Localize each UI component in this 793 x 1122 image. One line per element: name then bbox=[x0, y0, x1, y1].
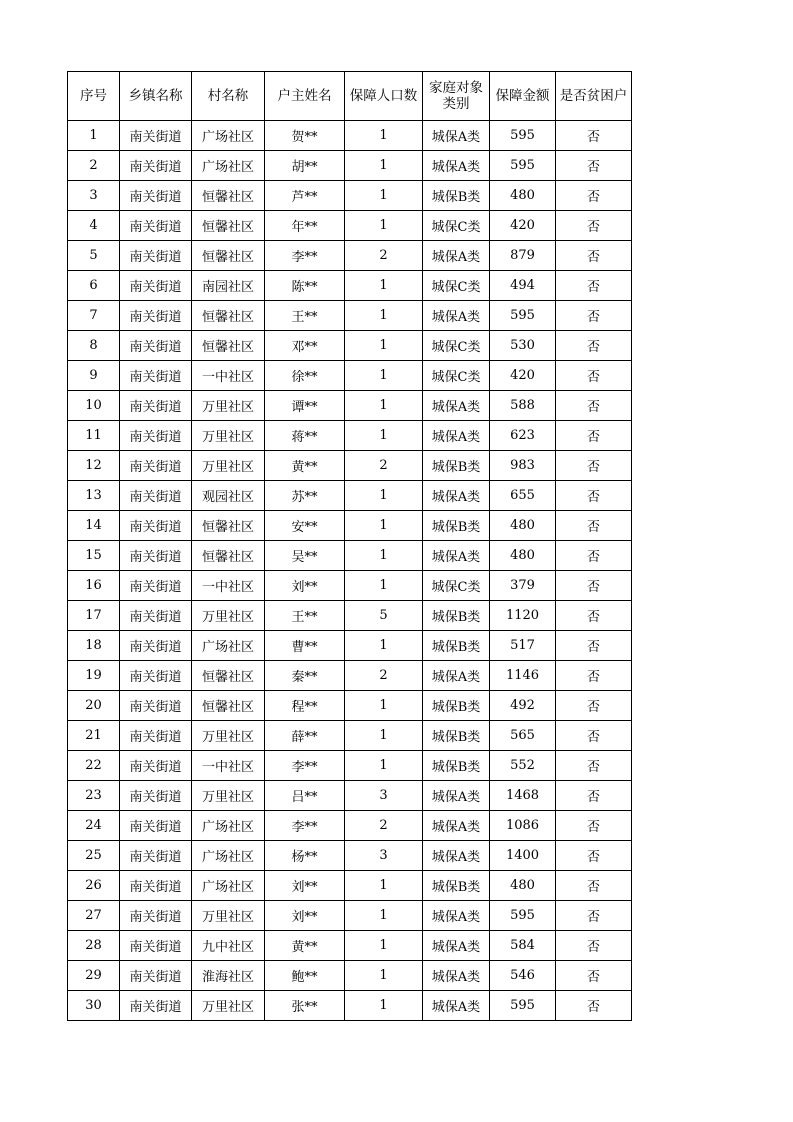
table-row bbox=[68, 691, 632, 721]
cell-town: 南关街道 bbox=[120, 361, 192, 391]
cell-village: 万里社区 bbox=[192, 451, 265, 481]
cell-population: 1 bbox=[345, 961, 423, 991]
cell-village: 广场社区 bbox=[192, 151, 265, 181]
cell-population: 1 bbox=[345, 301, 423, 331]
cell-population: 1 bbox=[345, 391, 423, 421]
cell-town: 南关街道 bbox=[120, 421, 192, 451]
table-row bbox=[68, 931, 632, 961]
cell-town: 南关街道 bbox=[120, 751, 192, 781]
cell-village: 广场社区 bbox=[192, 811, 265, 841]
cell-category: 城保A类 bbox=[423, 781, 490, 811]
cell-category: 城保A类 bbox=[423, 991, 490, 1021]
cell-index: 4 bbox=[68, 211, 120, 241]
cell-poor: 否 bbox=[556, 931, 632, 961]
cell-index: 2 bbox=[68, 151, 120, 181]
cell-population: 1 bbox=[345, 121, 423, 151]
cell-category: 城保B类 bbox=[423, 181, 490, 211]
cell-category: 城保C类 bbox=[423, 211, 490, 241]
cell-owner: 谭** bbox=[265, 391, 345, 421]
cell-index: 17 bbox=[68, 601, 120, 631]
cell-amount: 879 bbox=[490, 241, 556, 271]
cell-village: 恒馨社区 bbox=[192, 511, 265, 541]
cell-poor: 否 bbox=[556, 961, 632, 991]
cell-category: 城保C类 bbox=[423, 331, 490, 361]
cell-index: 6 bbox=[68, 271, 120, 301]
cell-population: 1 bbox=[345, 331, 423, 361]
cell-owner: 蒋** bbox=[265, 421, 345, 451]
cell-poor: 否 bbox=[556, 901, 632, 931]
cell-owner: 薛** bbox=[265, 721, 345, 751]
cell-category: 城保A类 bbox=[423, 151, 490, 181]
cell-population: 1 bbox=[345, 901, 423, 931]
header-population: 保障人口数 bbox=[345, 72, 423, 121]
cell-village: 恒馨社区 bbox=[192, 241, 265, 271]
cell-index: 15 bbox=[68, 541, 120, 571]
cell-town: 南关街道 bbox=[120, 391, 192, 421]
cell-index: 28 bbox=[68, 931, 120, 961]
cell-poor: 否 bbox=[556, 871, 632, 901]
cell-village: 万里社区 bbox=[192, 991, 265, 1021]
cell-poor: 否 bbox=[556, 511, 632, 541]
cell-owner: 徐** bbox=[265, 361, 345, 391]
cell-owner: 杨** bbox=[265, 841, 345, 871]
cell-population: 1 bbox=[345, 721, 423, 751]
cell-poor: 否 bbox=[556, 751, 632, 781]
cell-owner: 年** bbox=[265, 211, 345, 241]
cell-amount: 584 bbox=[490, 931, 556, 961]
cell-population: 1 bbox=[345, 511, 423, 541]
cell-index: 26 bbox=[68, 871, 120, 901]
cell-index: 20 bbox=[68, 691, 120, 721]
cell-owner: 芦** bbox=[265, 181, 345, 211]
cell-category: 城保B类 bbox=[423, 721, 490, 751]
cell-category: 城保B类 bbox=[423, 691, 490, 721]
cell-index: 13 bbox=[68, 481, 120, 511]
cell-population: 3 bbox=[345, 781, 423, 811]
cell-population: 1 bbox=[345, 181, 423, 211]
cell-poor: 否 bbox=[556, 571, 632, 601]
cell-amount: 595 bbox=[490, 301, 556, 331]
cell-town: 南关街道 bbox=[120, 691, 192, 721]
cell-category: 城保C类 bbox=[423, 571, 490, 601]
table-row bbox=[68, 541, 632, 571]
cell-amount: 480 bbox=[490, 541, 556, 571]
cell-category: 城保A类 bbox=[423, 121, 490, 151]
cell-village: 一中社区 bbox=[192, 571, 265, 601]
cell-town: 南关街道 bbox=[120, 871, 192, 901]
cell-category: 城保A类 bbox=[423, 301, 490, 331]
table-row bbox=[68, 841, 632, 871]
cell-category: 城保A类 bbox=[423, 841, 490, 871]
cell-index: 18 bbox=[68, 631, 120, 661]
cell-owner: 贺** bbox=[265, 121, 345, 151]
cell-amount: 1468 bbox=[490, 781, 556, 811]
cell-village: 一中社区 bbox=[192, 361, 265, 391]
cell-poor: 否 bbox=[556, 661, 632, 691]
cell-town: 南关街道 bbox=[120, 271, 192, 301]
cell-town: 南关街道 bbox=[120, 511, 192, 541]
table-row bbox=[68, 391, 632, 421]
cell-town: 南关街道 bbox=[120, 841, 192, 871]
header-index: 序号 bbox=[68, 72, 120, 121]
cell-population: 1 bbox=[345, 631, 423, 661]
cell-index: 25 bbox=[68, 841, 120, 871]
cell-population: 2 bbox=[345, 451, 423, 481]
cell-amount: 595 bbox=[490, 121, 556, 151]
table-row bbox=[68, 991, 632, 1021]
cell-poor: 否 bbox=[556, 601, 632, 631]
cell-owner: 张** bbox=[265, 991, 345, 1021]
cell-category: 城保B类 bbox=[423, 751, 490, 781]
table-row bbox=[68, 631, 632, 661]
table-row bbox=[68, 181, 632, 211]
table-row bbox=[68, 781, 632, 811]
cell-population: 1 bbox=[345, 361, 423, 391]
cell-town: 南关街道 bbox=[120, 331, 192, 361]
cell-amount: 480 bbox=[490, 871, 556, 901]
header-row bbox=[68, 72, 632, 121]
cell-owner: 曹** bbox=[265, 631, 345, 661]
cell-category: 城保C类 bbox=[423, 361, 490, 391]
cell-poor: 否 bbox=[556, 451, 632, 481]
cell-village: 恒馨社区 bbox=[192, 691, 265, 721]
cell-index: 29 bbox=[68, 961, 120, 991]
cell-population: 1 bbox=[345, 541, 423, 571]
table-row bbox=[68, 271, 632, 301]
table-row bbox=[68, 661, 632, 691]
cell-poor: 否 bbox=[556, 811, 632, 841]
cell-category: 城保B类 bbox=[423, 601, 490, 631]
cell-village: 万里社区 bbox=[192, 601, 265, 631]
cell-category: 城保A类 bbox=[423, 901, 490, 931]
cell-poor: 否 bbox=[556, 721, 632, 751]
cell-index: 5 bbox=[68, 241, 120, 271]
table-row bbox=[68, 511, 632, 541]
cell-category: 城保B类 bbox=[423, 631, 490, 661]
header-owner: 户主姓名 bbox=[265, 72, 345, 121]
table-row bbox=[68, 901, 632, 931]
cell-owner: 李** bbox=[265, 241, 345, 271]
cell-owner: 黄** bbox=[265, 451, 345, 481]
cell-index: 9 bbox=[68, 361, 120, 391]
cell-town: 南关街道 bbox=[120, 811, 192, 841]
cell-category: 城保A类 bbox=[423, 241, 490, 271]
header-village: 村名称 bbox=[192, 72, 265, 121]
cell-population: 5 bbox=[345, 601, 423, 631]
cell-town: 南关街道 bbox=[120, 721, 192, 751]
table-row bbox=[68, 121, 632, 151]
cell-index: 1 bbox=[68, 121, 120, 151]
cell-owner: 鲍** bbox=[265, 961, 345, 991]
cell-village: 淮海社区 bbox=[192, 961, 265, 991]
cell-amount: 595 bbox=[490, 991, 556, 1021]
cell-index: 16 bbox=[68, 571, 120, 601]
table-row bbox=[68, 421, 632, 451]
header-amount: 保障金额 bbox=[490, 72, 556, 121]
cell-category: 城保A类 bbox=[423, 481, 490, 511]
cell-town: 南关街道 bbox=[120, 481, 192, 511]
cell-population: 1 bbox=[345, 991, 423, 1021]
table-row bbox=[68, 451, 632, 481]
cell-index: 8 bbox=[68, 331, 120, 361]
cell-town: 南关街道 bbox=[120, 181, 192, 211]
cell-village: 万里社区 bbox=[192, 421, 265, 451]
cell-index: 14 bbox=[68, 511, 120, 541]
cell-village: 恒馨社区 bbox=[192, 181, 265, 211]
cell-poor: 否 bbox=[556, 331, 632, 361]
cell-town: 南关街道 bbox=[120, 661, 192, 691]
subsidy-roster-table bbox=[67, 71, 632, 1021]
table-row bbox=[68, 241, 632, 271]
cell-population: 1 bbox=[345, 751, 423, 781]
cell-amount: 492 bbox=[490, 691, 556, 721]
cell-amount: 552 bbox=[490, 751, 556, 781]
table-row bbox=[68, 331, 632, 361]
table-row bbox=[68, 961, 632, 991]
cell-owner: 刘** bbox=[265, 901, 345, 931]
cell-amount: 420 bbox=[490, 361, 556, 391]
cell-town: 南关街道 bbox=[120, 571, 192, 601]
cell-town: 南关街道 bbox=[120, 631, 192, 661]
table-row bbox=[68, 811, 632, 841]
cell-owner: 苏** bbox=[265, 481, 345, 511]
cell-population: 3 bbox=[345, 841, 423, 871]
header-category: 家庭对象类别 bbox=[423, 72, 490, 121]
cell-village: 万里社区 bbox=[192, 391, 265, 421]
cell-population: 1 bbox=[345, 691, 423, 721]
cell-owner: 安** bbox=[265, 511, 345, 541]
cell-owner: 王** bbox=[265, 301, 345, 331]
cell-poor: 否 bbox=[556, 121, 632, 151]
cell-index: 23 bbox=[68, 781, 120, 811]
cell-index: 3 bbox=[68, 181, 120, 211]
cell-amount: 588 bbox=[490, 391, 556, 421]
cell-owner: 李** bbox=[265, 751, 345, 781]
cell-poor: 否 bbox=[556, 481, 632, 511]
cell-population: 1 bbox=[345, 571, 423, 601]
cell-poor: 否 bbox=[556, 991, 632, 1021]
cell-owner: 黄** bbox=[265, 931, 345, 961]
cell-amount: 1120 bbox=[490, 601, 556, 631]
cell-population: 1 bbox=[345, 871, 423, 901]
cell-category: 城保A类 bbox=[423, 391, 490, 421]
cell-village: 九中社区 bbox=[192, 931, 265, 961]
cell-category: 城保A类 bbox=[423, 811, 490, 841]
cell-population: 2 bbox=[345, 661, 423, 691]
cell-village: 广场社区 bbox=[192, 871, 265, 901]
cell-index: 22 bbox=[68, 751, 120, 781]
cell-category: 城保B类 bbox=[423, 451, 490, 481]
cell-village: 南园社区 bbox=[192, 271, 265, 301]
cell-index: 27 bbox=[68, 901, 120, 931]
cell-index: 12 bbox=[68, 451, 120, 481]
cell-amount: 480 bbox=[490, 181, 556, 211]
cell-village: 恒馨社区 bbox=[192, 331, 265, 361]
cell-population: 1 bbox=[345, 931, 423, 961]
cell-population: 1 bbox=[345, 481, 423, 511]
cell-town: 南关街道 bbox=[120, 301, 192, 331]
cell-index: 30 bbox=[68, 991, 120, 1021]
cell-village: 恒馨社区 bbox=[192, 541, 265, 571]
header-poor: 是否贫困户 bbox=[556, 72, 632, 121]
cell-owner: 王** bbox=[265, 601, 345, 631]
cell-owner: 秦** bbox=[265, 661, 345, 691]
cell-owner: 陈** bbox=[265, 271, 345, 301]
cell-poor: 否 bbox=[556, 301, 632, 331]
cell-amount: 595 bbox=[490, 151, 556, 181]
cell-owner: 吴** bbox=[265, 541, 345, 571]
table-row bbox=[68, 151, 632, 181]
cell-category: 城保B类 bbox=[423, 511, 490, 541]
cell-poor: 否 bbox=[556, 271, 632, 301]
cell-town: 南关街道 bbox=[120, 121, 192, 151]
cell-population: 1 bbox=[345, 271, 423, 301]
cell-category: 城保A类 bbox=[423, 931, 490, 961]
cell-amount: 623 bbox=[490, 421, 556, 451]
cell-amount: 565 bbox=[490, 721, 556, 751]
cell-amount: 1146 bbox=[490, 661, 556, 691]
cell-population: 1 bbox=[345, 421, 423, 451]
table-row bbox=[68, 211, 632, 241]
cell-poor: 否 bbox=[556, 781, 632, 811]
cell-index: 7 bbox=[68, 301, 120, 331]
cell-town: 南关街道 bbox=[120, 211, 192, 241]
cell-poor: 否 bbox=[556, 151, 632, 181]
cell-town: 南关街道 bbox=[120, 151, 192, 181]
cell-village: 恒馨社区 bbox=[192, 301, 265, 331]
cell-town: 南关街道 bbox=[120, 931, 192, 961]
cell-town: 南关街道 bbox=[120, 601, 192, 631]
cell-town: 南关街道 bbox=[120, 781, 192, 811]
cell-amount: 420 bbox=[490, 211, 556, 241]
cell-category: 城保C类 bbox=[423, 271, 490, 301]
cell-amount: 530 bbox=[490, 331, 556, 361]
cell-town: 南关街道 bbox=[120, 241, 192, 271]
cell-owner: 李** bbox=[265, 811, 345, 841]
cell-amount: 1086 bbox=[490, 811, 556, 841]
cell-town: 南关街道 bbox=[120, 541, 192, 571]
cell-town: 南关街道 bbox=[120, 451, 192, 481]
table-row bbox=[68, 301, 632, 331]
cell-category: 城保B类 bbox=[423, 871, 490, 901]
cell-village: 一中社区 bbox=[192, 751, 265, 781]
cell-village: 广场社区 bbox=[192, 631, 265, 661]
cell-village: 广场社区 bbox=[192, 121, 265, 151]
cell-poor: 否 bbox=[556, 391, 632, 421]
cell-category: 城保A类 bbox=[423, 541, 490, 571]
table-row bbox=[68, 751, 632, 781]
cell-owner: 邓** bbox=[265, 331, 345, 361]
cell-population: 1 bbox=[345, 151, 423, 181]
cell-village: 广场社区 bbox=[192, 841, 265, 871]
cell-owner: 胡** bbox=[265, 151, 345, 181]
cell-town: 南关街道 bbox=[120, 961, 192, 991]
cell-amount: 480 bbox=[490, 511, 556, 541]
table-row bbox=[68, 871, 632, 901]
cell-amount: 983 bbox=[490, 451, 556, 481]
cell-amount: 655 bbox=[490, 481, 556, 511]
cell-poor: 否 bbox=[556, 181, 632, 211]
cell-category: 城保A类 bbox=[423, 961, 490, 991]
cell-index: 11 bbox=[68, 421, 120, 451]
table-row bbox=[68, 601, 632, 631]
table-row bbox=[68, 721, 632, 751]
cell-poor: 否 bbox=[556, 361, 632, 391]
header-town: 乡镇名称 bbox=[120, 72, 192, 121]
cell-category: 城保A类 bbox=[423, 421, 490, 451]
cell-index: 21 bbox=[68, 721, 120, 751]
cell-poor: 否 bbox=[556, 241, 632, 271]
cell-village: 万里社区 bbox=[192, 901, 265, 931]
table-row bbox=[68, 481, 632, 511]
cell-population: 2 bbox=[345, 241, 423, 271]
cell-poor: 否 bbox=[556, 211, 632, 241]
cell-poor: 否 bbox=[556, 631, 632, 661]
cell-category: 城保A类 bbox=[423, 661, 490, 691]
cell-poor: 否 bbox=[556, 421, 632, 451]
cell-amount: 379 bbox=[490, 571, 556, 601]
cell-amount: 546 bbox=[490, 961, 556, 991]
cell-owner: 吕** bbox=[265, 781, 345, 811]
cell-village: 万里社区 bbox=[192, 721, 265, 751]
cell-village: 恒馨社区 bbox=[192, 661, 265, 691]
table-row bbox=[68, 361, 632, 391]
cell-poor: 否 bbox=[556, 541, 632, 571]
cell-amount: 1400 bbox=[490, 841, 556, 871]
cell-population: 2 bbox=[345, 811, 423, 841]
cell-amount: 517 bbox=[490, 631, 556, 661]
cell-poor: 否 bbox=[556, 691, 632, 721]
cell-owner: 刘** bbox=[265, 571, 345, 601]
cell-index: 10 bbox=[68, 391, 120, 421]
table-row bbox=[68, 571, 632, 601]
table-body bbox=[68, 121, 632, 1021]
cell-village: 万里社区 bbox=[192, 781, 265, 811]
cell-owner: 刘** bbox=[265, 871, 345, 901]
cell-index: 19 bbox=[68, 661, 120, 691]
cell-town: 南关街道 bbox=[120, 901, 192, 931]
cell-poor: 否 bbox=[556, 841, 632, 871]
cell-index: 24 bbox=[68, 811, 120, 841]
cell-amount: 494 bbox=[490, 271, 556, 301]
cell-population: 1 bbox=[345, 211, 423, 241]
cell-town: 南关街道 bbox=[120, 991, 192, 1021]
cell-owner: 程** bbox=[265, 691, 345, 721]
cell-amount: 595 bbox=[490, 901, 556, 931]
cell-village: 观园社区 bbox=[192, 481, 265, 511]
cell-village: 恒馨社区 bbox=[192, 211, 265, 241]
